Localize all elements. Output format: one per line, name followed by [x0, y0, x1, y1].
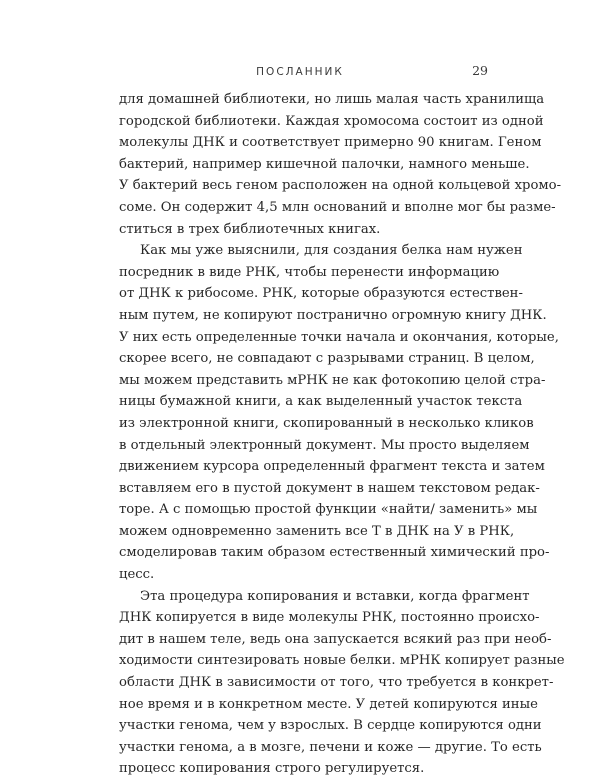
- running-head-title: ПОСЛАННИК: [256, 66, 344, 78]
- text-line: в отдельный электронный документ. Мы просто выделяем: [119, 437, 530, 453]
- text-line: вставляем его в пустой документ в нашем текстовом редак-: [119, 480, 540, 496]
- text-line: ное время и в конкретном месте. У детей копируются иные: [119, 696, 538, 712]
- text-line: ДНК копируется в виде молекулы РНК, постоянно происхо-: [119, 610, 540, 626]
- text-line: ститься в трех библиотечных книгах.: [119, 221, 381, 237]
- text-line: движением курсора определенный фрагмент текста и затем: [119, 459, 545, 475]
- text-line: мы можем представить мРНК не как фотокопию целой стра-: [119, 372, 546, 388]
- text-line: соме. Он содержит 4,5 млн оснований и вполне мог бы разме-: [119, 199, 556, 215]
- text-line: цесс.: [119, 567, 155, 583]
- page-number: 29: [472, 63, 488, 78]
- text-line: дит в нашем теле, ведь она запускается всякий раз при необ-: [119, 631, 552, 647]
- text-line: для домашней библиотеки, но лишь малая часть хранилища: [119, 92, 545, 107]
- text-line: ным путем, не копируют постранично огромную книгу ДНК.: [119, 307, 547, 323]
- text-line: бактерий, например кишечной палочки, намного меньше.: [119, 156, 530, 172]
- text-line: можем одновременно заменить все Т в ДНК на У в РНК,: [119, 523, 515, 539]
- text-line: участки генома, а в мозге, печени и коже — другие. То есть: [119, 739, 542, 755]
- text-line: смоделировав таким образом естественный химический про-: [119, 545, 550, 561]
- text-line: городской библиотеки. Каждая хромосома состоит из одной: [119, 113, 544, 129]
- paragraph: [119, 586, 565, 780]
- text-line: ницы бумажной книги, а как выделенный участок текста: [119, 394, 523, 410]
- text-line: У бактерий весь геном расположен на одной кольцевой хромо-: [119, 178, 562, 194]
- text-line: процесс копирования строго регулируется.: [119, 761, 425, 777]
- paragraph: [119, 89, 562, 240]
- body-text: [119, 89, 565, 780]
- text-line: У них есть определенные точки начала и окончания, которые,: [119, 329, 559, 345]
- text-line: Эта процедура копирования и вставки, когда фрагмент: [140, 588, 530, 604]
- text-line: области ДНК в зависимости от того, что требуется в конкрет-: [119, 675, 554, 691]
- text-line: из электронной книги, скопированный в несколько кликов: [119, 415, 534, 431]
- text-line: ходимости синтезировать новые белки. мРНК копирует разные: [119, 653, 565, 669]
- text-line: Как мы уже выяснили, для создания белка нам нужен: [140, 243, 523, 259]
- text-line: участки генома, чем у взрослых. В сердце копируются одни: [119, 718, 542, 734]
- text-line: посредник в виде РНК, чтобы перенести информацию: [119, 264, 500, 280]
- text-line: от ДНК к рибосоме. РНК, которые образуются естествен-: [119, 286, 523, 302]
- paragraph: [119, 240, 559, 586]
- text-line: скорее всего, не совпадают с разрывами страниц. В целом,: [119, 351, 535, 367]
- text-line: торе. А с помощью простой функции «найти/ заменить» мы: [119, 502, 538, 518]
- text-line: молекулы ДНК и соответствует примерно 90 книгам. Геном: [119, 135, 542, 151]
